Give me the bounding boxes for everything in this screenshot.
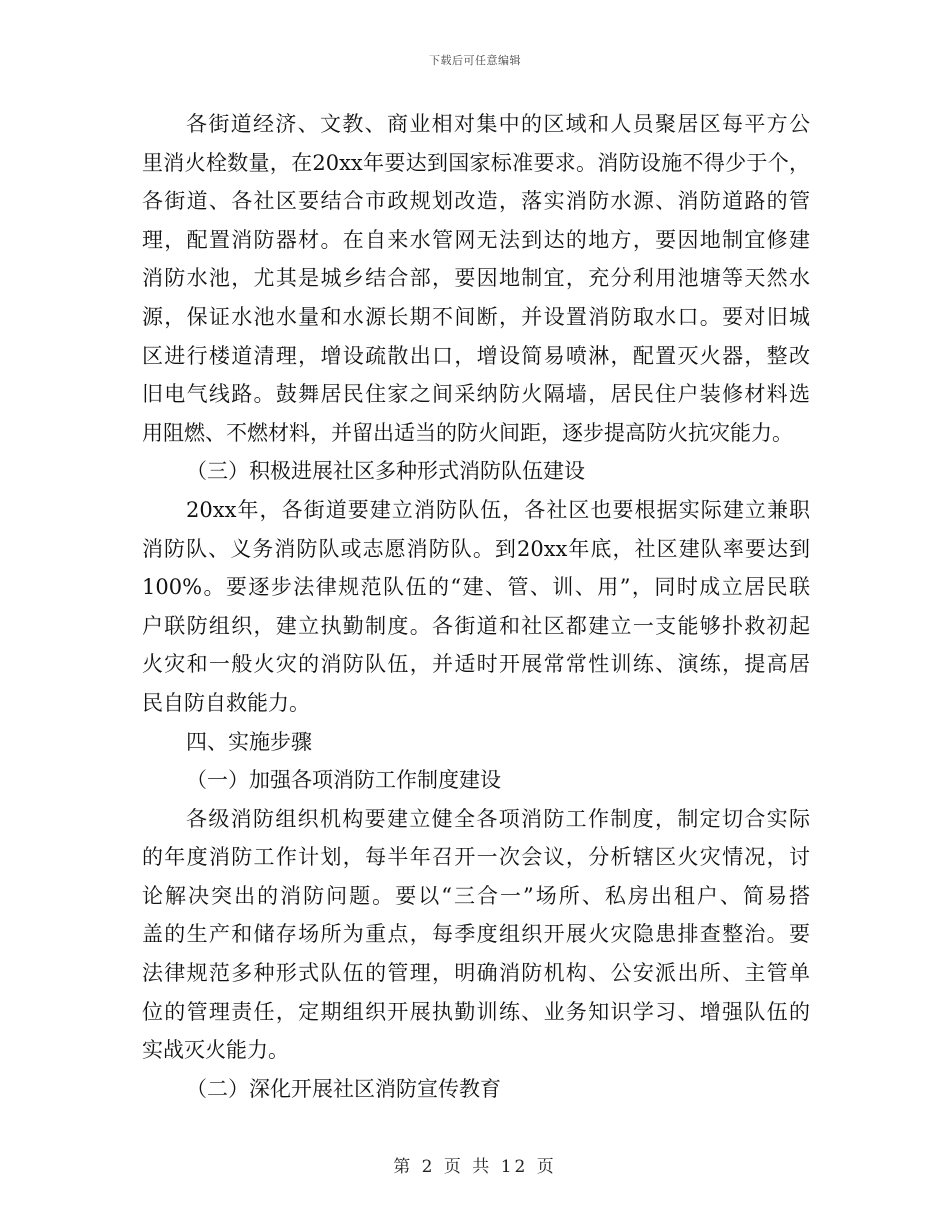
paragraph-line: 论解决突出的消防问题。要以“三合一”场所、私房出租户、简易搭 (142, 883, 810, 908)
paragraph-line: 民自防自救能力。 (142, 690, 310, 715)
paragraph-line: 里消火栓数量，在20xx年要达到国家标准要求。消防设施不得少于个， (142, 150, 810, 175)
paragraph-line: 源，保证水池水量和水源长期不间断，并设置消防取水口。要对旧城 (142, 304, 810, 329)
paragraph-line: 理，配置消防器材。在自来水管网无法到达的地方，要因地制宜修建 (142, 227, 810, 252)
paragraph-line: 旧电气线路。鼓舞居民住家之间采纳防火隔墙，居民住户装修材料选 (142, 382, 810, 407)
paragraph-line: 户联防组织，建立执勤制度。各街道和社区都建立一支能够扑救初起 (142, 613, 810, 638)
paragraph-line: 法律规范多种形式队伍的管理，明确消防机构、公安派出所、主管单 (142, 961, 810, 986)
paragraph-line: 用阻燃、不燃材料，并留出适当的防火间距，逐步提高防火抗灾能力。 (142, 420, 793, 445)
paragraph-line: 消防队、义务消防队或志愿消防队。到20xx年底，社区建队率要达到 (142, 536, 810, 561)
paragraph-line: 火灾和一般火灾的消防队伍，并适时开展常常性训练、演练，提高居 (142, 652, 810, 677)
section-heading: 四、实施步骤 (186, 729, 312, 754)
subsection-heading: （一）加强各项消防工作制度建设 (186, 768, 501, 793)
paragraph-line: 的年度消防工作计划，每半年召开一次会议，分析辖区火灾情况，讨 (142, 845, 810, 870)
paragraph-line: 盖的生产和储存场所为重点，每季度组织开展火灾隐患排查整治。要 (142, 922, 810, 947)
page-footer: 第 2 页 共 12 页 (393, 1157, 557, 1177)
paragraph-line: 位的管理责任，定期组织开展执勤训练、业务知识学习、增强队伍的 (142, 999, 810, 1024)
paragraph-line: 20xx年，各街道要建立消防队伍，各社区也要根据实际建立兼职 (186, 497, 810, 522)
paragraph-line: 实战灭火能力。 (142, 1038, 289, 1063)
paragraph-line: 各街道、各社区要结合市政规划改造，落实消防水源、消防道路的管 (142, 189, 810, 214)
page-header: 下载后可任意编辑 (429, 54, 521, 67)
document-body (142, 105, 810, 1108)
paragraph-line: 各街道经济、文教、商业相对集中的区域和人员聚居区每平方公 (186, 112, 810, 136)
subsection-heading: （二）深化开展社区消防宣传教育 (186, 1076, 501, 1101)
paragraph-line: 区进行楼道清理，增设疏散出口，增设简易喷淋，配置灭火器，整改 (142, 343, 810, 368)
paragraph-line: 消防水池，尤其是城乡结合部，要因地制宜，充分利用池塘等天然水 (142, 266, 810, 291)
paragraph-line: 各级消防组织机构要建立健全各项消防工作制度，制定切合实际 (186, 806, 810, 831)
section-heading: （三）积极进展社区多种形式消防队伍建设 (186, 459, 585, 484)
paragraph-line: 100%。要逐步法律规范队伍的“建、管、训、用”，同时成立居民联 (142, 575, 810, 600)
